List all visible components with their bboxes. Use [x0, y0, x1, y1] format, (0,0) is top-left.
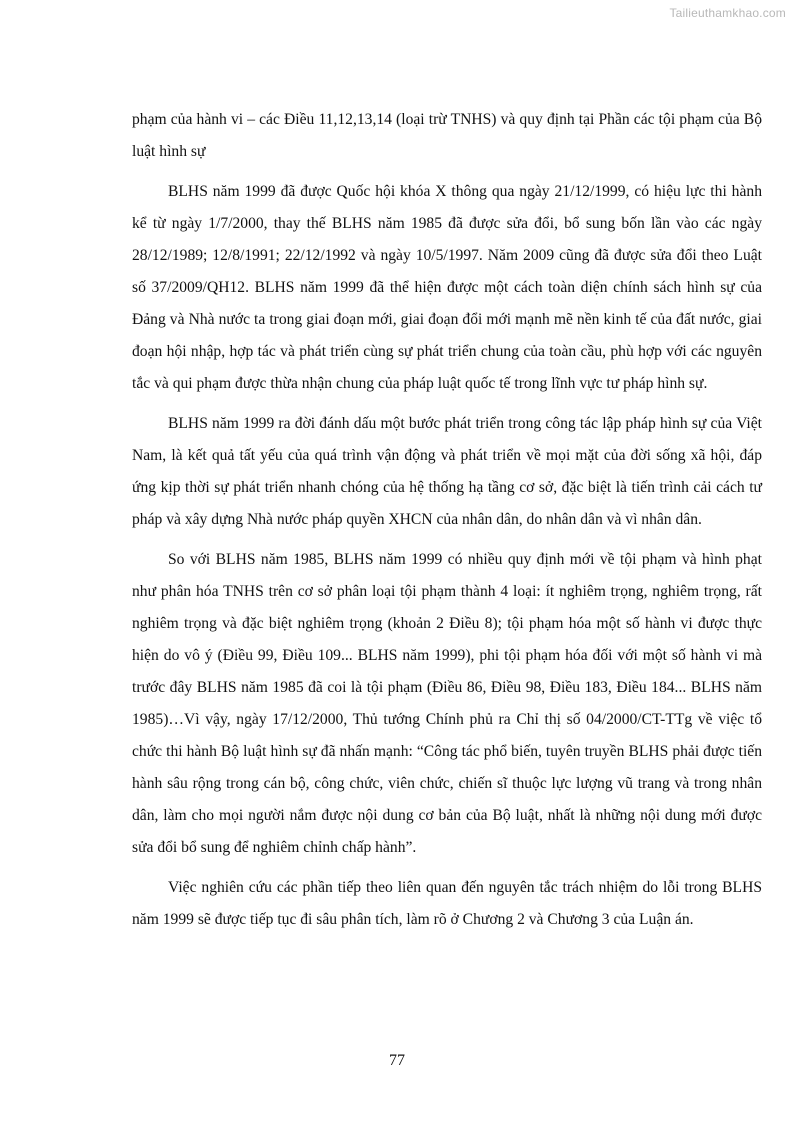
page-number: 77 [389, 1052, 405, 1069]
paragraph-further-research: Việc nghiên cứu các phần tiếp theo liên quan đến nguyên tắc trách nhiệm do lỗi trong BLHS năm 1999 sẽ được tiếp tục đi sâu phân tích, làm rõ ở Chương 2 và Chương 3 của Luận án. [132, 879, 762, 928]
document-body [132, 104, 762, 944]
paragraph-blhs-1999-adoption: BLHS năm 1999 đã được Quốc hội khóa X thông qua ngày 21/12/1999, có hiệu lực thi hành kể từ ngày 1/7/2000, thay thế BLHS năm 1985 đã được sửa đổi, bổ sung bốn lần vào các ngày 28/12/1989; 12/8/1991; 22/12/1992 và ngày 10/5/1997. Năm 2009 cũng đã được sửa đổi theo Luật số 37/2009/QH12. BLHS năm 1999 đã thể hiện được một cách toàn diện chính sách hình sự của Đảng và Nhà nước ta trong giai đoạn mới, giai đoạn đổi mới mạnh mẽ nền kinh tế của đất nước, giai đoạn hội nhập, hợp tác và phát triển cùng sự phát triển chung của toàn cầu, phù hợp với các nguyên tắc và qui phạm được thừa nhận chung của pháp luật quốc tế trong lĩnh vực tư pháp hình sự. [132, 183, 762, 392]
paragraph-comparison-1985: So với BLHS năm 1985, BLHS năm 1999 có nhiều quy định mới về tội phạm và hình phạt như phân hóa TNHS trên cơ sở phân loại tội phạm thành 4 loại: ít nghiêm trọng, nghiêm trọng, rất nghiêm trọng và đặc biệt nghiêm trọng (khoản 2 Điều 8); tội phạm hóa một số hành vi được thực hiện do vô ý (Điều 99, Điều 109... BLHS năm 1999), phi tội phạm hóa đối với một số hành vi mà trước đây BLHS năm 1985 đã coi là tội phạm (Điều 86, Điều 98, Điều 183, Điều 184... BLHS năm 1985)…Vì vậy, ngày 17/12/2000, Thủ tướng Chính phủ ra Chỉ thị số 04/2000/CT-TTg về việc tổ chức thi hành Bộ luật hình sự đã nhấn mạnh: “Công tác phổ biến, tuyên truyền BLHS phải được tiến hành sâu rộng trong cán bộ, công chức, viên chức, chiến sĩ thuộc lực lượng vũ trang và trong nhân dân, làm cho mọi người nắm được nội dung cơ bản của Bộ luật, nhất là những nội dung mới được sửa đổi bổ sung để nghiêm chỉnh chấp hành”. [132, 551, 762, 856]
paragraph-continuation: phạm của hành vi – các Điều 11,12,13,14 (loại trừ TNHS) và quy định tại Phần các tội phạm của Bộ luật hình sự [132, 111, 762, 160]
paragraph-blhs-significance: BLHS năm 1999 ra đời đánh dấu một bước phát triển trong công tác lập pháp hình sự của Việt Nam, là kết quả tất yếu của quá trình vận động và phát triển về mọi mặt của đời sống xã hội, đáp ứng kịp thời sự phát triển nhanh chóng của hệ thống hạ tầng cơ sở, đặc biệt là tiến trình cải cách tư pháp và xây dựng Nhà nước pháp quyền XHCN của nhân dân, do nhân dân và vì nhân dân. [132, 415, 762, 528]
watermark: Tailieuthamkhao.com [669, 6, 786, 20]
